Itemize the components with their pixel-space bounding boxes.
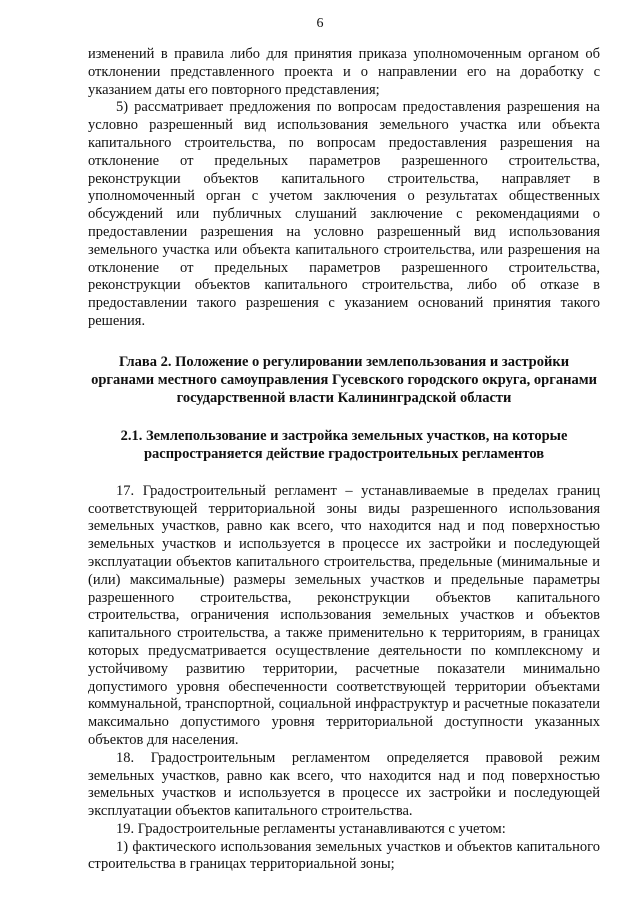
paragraph-18: 18. Градостроительным регламентом определяется правовой режим земельных участков, равно как всего, что находится над и под поверхностью земельных участков и используется в процессе их застройки и последующей эксплуатации объектов капитального строительства. <box>88 749 600 820</box>
paragraph-19-item-1: 1) фактического использования земельных участков и объектов капитального строительства в границах территориальной зоны; <box>88 838 600 873</box>
paragraph-19: 19. Градостроительные регламенты устанавливаются с учетом: <box>116 820 506 837</box>
paragraph-item-5: 5) рассматривает предложения по вопросам предоставления разрешения на условно разрешенный вид использования земельного участка или объекта капитального строительства, по вопросам предоставления разрешения на отклонение от предельных параметров разрешенного строительства, реконструкции объектов капитального строительства, направляет в уполномоченный орган с учетом заключения о результатах общественных обсуждений или публичных слушаний заключение с рекомендациями о предоставлении разрешения на условно разрешенный вид использования земельного участка или объекта капитального строительства, или разрешения на отклонение от предельных параметров разрешенного строительства, реконструкции объектов капитального строительства, либо об отказе в предоставлении такого разрешения с указанием оснований принятия такого решения. <box>88 99 600 329</box>
document-body <box>88 46 600 874</box>
page-number: 6 <box>316 16 324 31</box>
paragraph-continuation: изменений в правила либо для принятия приказа уполномоченным органом об отклонении представленного проекта и о направлении его на доработку с указанием даты его повторного представления; <box>88 46 600 98</box>
section-heading: 2.1. Землепользование и застройка земельных участков, на которые распространяется действие градостроительных регламентов <box>120 427 568 462</box>
chapter-heading: Глава 2. Положение о регулировании землепользования и застройки органами местного самоуправления Гусевского городского округа, органами государственной власти Калининградской области <box>91 353 597 406</box>
paragraph-17: 17. Градостроительный регламент – устанавливаемые в пределах границ соответствующей территориальной зоны виды разрешенного использования земельных участков, равно как всего, что находится над и под поверхностью земельных участков и используется в процессе их застройки и последующей эксплуатации объектов капитального строительства, предельные (минимальные и (или) максимальные) размеры земельных участков и предельные параметры разрешенного строительства, реконструкции объектов капитального строительства, ограничения использования земельных участков и объектов капитального строительства, а также применительно к территориям, в границах которых предусматривается осуществление деятельности по комплексному и устойчивому развитию территории, расчетные показатели минимально допустимого уровня обеспеченности соответствующей территории объектами коммунальной, транспортной, социальной инфраструктур и расчетные показатели максимально допустимого уровня территориальной доступности указанных объектов для населения. <box>88 482 600 748</box>
